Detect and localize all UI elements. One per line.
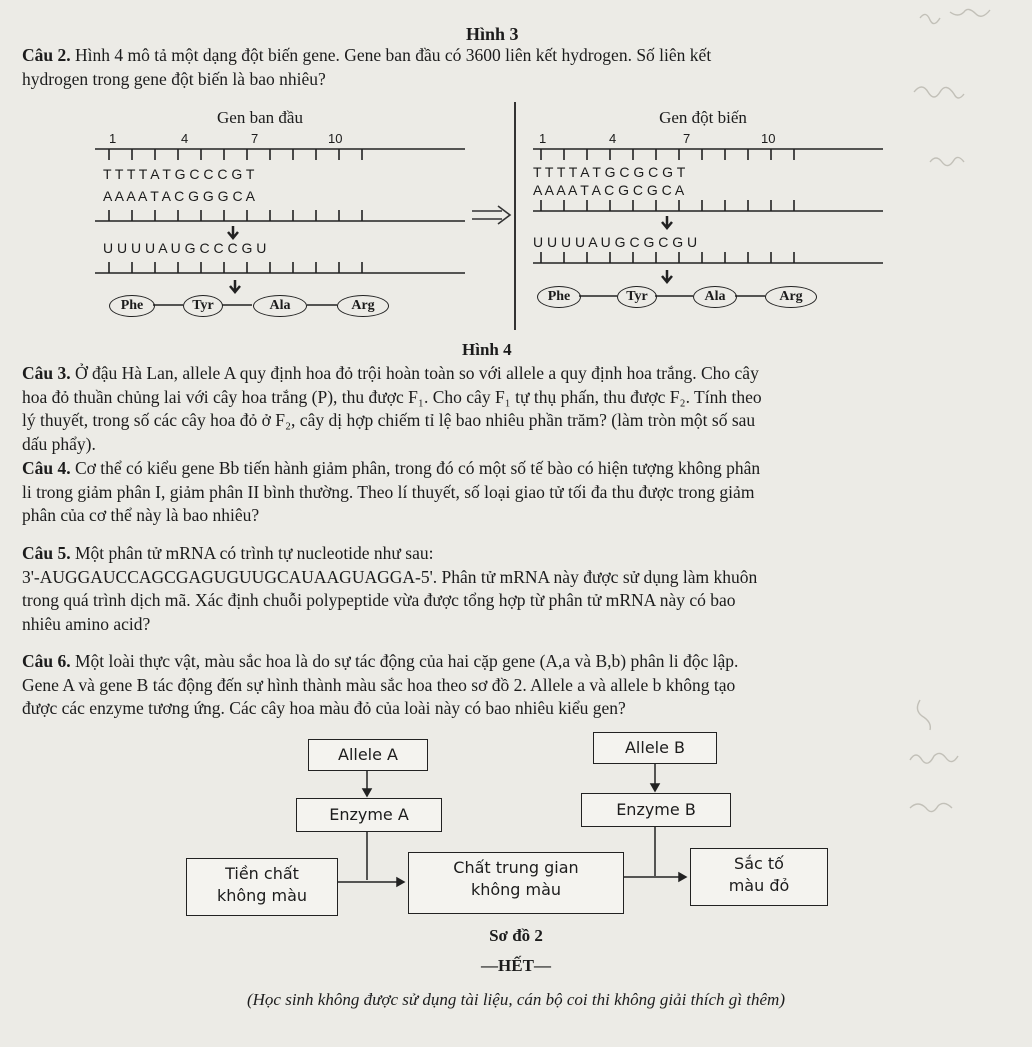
footer-note: (Học sinh không được sử dụng tài liệu, cán bộ coi thi không giải thích gì thêm) [246,990,785,1009]
amino-acid-arg: Arg [337,295,389,317]
question-3-line-1: Ở đậu Hà Lan, allele A quy định hoa đỏ trội hoàn toàn so với allele a quy định hoa trắng. Cho cây [75,363,759,383]
position-label: 1 [109,131,117,146]
question-5-line-2: 3'-AUGGAUCCAGCGAGUGUUGCAUAAGUAGGA-5'. Phân tử mRNA này được sử dụng làm khuôn [22,566,758,587]
mutant-mrna-strand: U U U U A U G C G C G U [533,234,698,250]
amino-acid-phe: Phe [537,286,581,308]
question-3-label: Câu 3. [22,363,71,383]
allele-a-box: Allele A [308,739,428,771]
position-label: 4 [609,131,617,146]
amino-acid-ala: Ala [693,286,737,308]
amino-acid-tyr: Tyr [617,286,657,308]
figure-3-caption: Hình 3 [466,24,519,44]
position-label: 1 [539,131,547,146]
intermediate-line-2: không màu [470,880,562,899]
original-dna-bottom-strand: A A A A T A C G G G C A [103,188,256,204]
question-5-label: Câu 5. [22,543,71,563]
question-5-line-1: Một phân tử mRNA có trình tự nucleotide như sau: [75,543,434,563]
question-6-line-3: được các enzyme tương ứng. Các cây hoa màu đỏ của loài này có bao nhiêu kiểu gen? [22,698,626,718]
mutant-gene-title: Gen đột biến [659,108,747,127]
pigment-line-2: màu đỏ [728,876,790,895]
question-6-line-1: Một loài thực vật, màu sắc hoa là do sự tác động của hai cặp gene (A,a và B,b) phân li độc lập. [75,651,739,671]
pigment-line-1: Sắc tố [734,854,784,873]
mutant-dna-top-strand: T T T T A T G C G C G T [533,164,686,180]
question-5-line-3: trong quá trình dịch mã. Xác định chuỗi polypeptide vừa được tổng hợp từ phân tử mRNA này có bao [22,590,736,610]
figure-4-caption: Hình 4 [462,340,512,359]
question-6-line-2: Gene A và gene B tác động đến sự hình thành màu sắc hoa theo sơ đồ 2. Allele a và allele b không tạo [22,674,736,695]
intermediate-line-1: Chất trung gian [453,858,579,877]
position-label: 10 [761,131,776,146]
question-4-line-2: li trong giảm phân I, giảm phân II bình thường. Theo lí thuyết, số loại giao tử tối đa thu được trong giảm [22,481,755,502]
position-label: 10 [328,131,343,146]
enzyme-a-box: Enzyme A [296,798,442,832]
original-mrna-strand: U U U U A U G C C C G U [103,240,267,256]
question-3-line-2: hoa đỏ thuần chủng lai với cây hoa trắng (P), thu được F₁. Cho cây F₁ tự thụ phấn, thu được F₂. Tính theo [22,386,762,407]
diagram-2-caption: Sơ đồ 2 [489,926,543,945]
amino-acid-arg: Arg [765,286,817,308]
enzyme-b-box: Enzyme B [581,793,731,827]
precursor-line-2: không màu [216,886,308,905]
position-label: 7 [251,131,259,146]
end-mark: —HẾT— [481,956,551,975]
question-3-line-4: dấu phẩy). [22,433,96,454]
position-label: 7 [683,131,691,146]
original-dna-top-strand: T T T T A T G C C C G T [103,166,255,182]
question-2-line-1: Hình 4 mô tả một dạng đột biến gene. Gene ban đầu có 3600 liên kết hydrogen. Số liên kết [75,45,712,65]
amino-acid-ala: Ala [253,295,307,317]
question-4-line-3: phân của cơ thể này là bao nhiêu? [22,505,260,525]
amino-acid-phe: Phe [109,295,155,317]
precursor-line-1: Tiền chất [225,864,299,883]
question-6-label: Câu 6. [22,651,71,671]
question-2-label: Câu 2. [22,45,71,65]
position-label: 4 [181,131,189,146]
question-3-line-3: lý thuyết, trong số các cây hoa đỏ ở F₂, cây dị hợp chiếm tỉ lệ bao nhiêu phần trăm? (làm tròn một số sau [22,410,756,430]
question-2-line-2: hydrogen trong gene đột biến là bao nhiêu? [22,68,326,89]
question-4-line-1: Cơ thể có kiểu gene Bb tiến hành giảm phân, trong đó có một số tế bào có hiện tượng không phân [75,458,761,478]
question-5-line-4: nhiêu amino acid? [22,613,151,634]
original-gene-title: Gen ban đầu [217,108,303,127]
allele-b-box: Allele B [593,732,717,764]
amino-acid-tyr: Tyr [183,295,223,317]
mutant-dna-bottom-strand: A A A A T A C G C G C A [533,182,685,198]
pencil-scribbles [900,0,1030,1047]
question-4-label: Câu 4. [22,458,71,478]
